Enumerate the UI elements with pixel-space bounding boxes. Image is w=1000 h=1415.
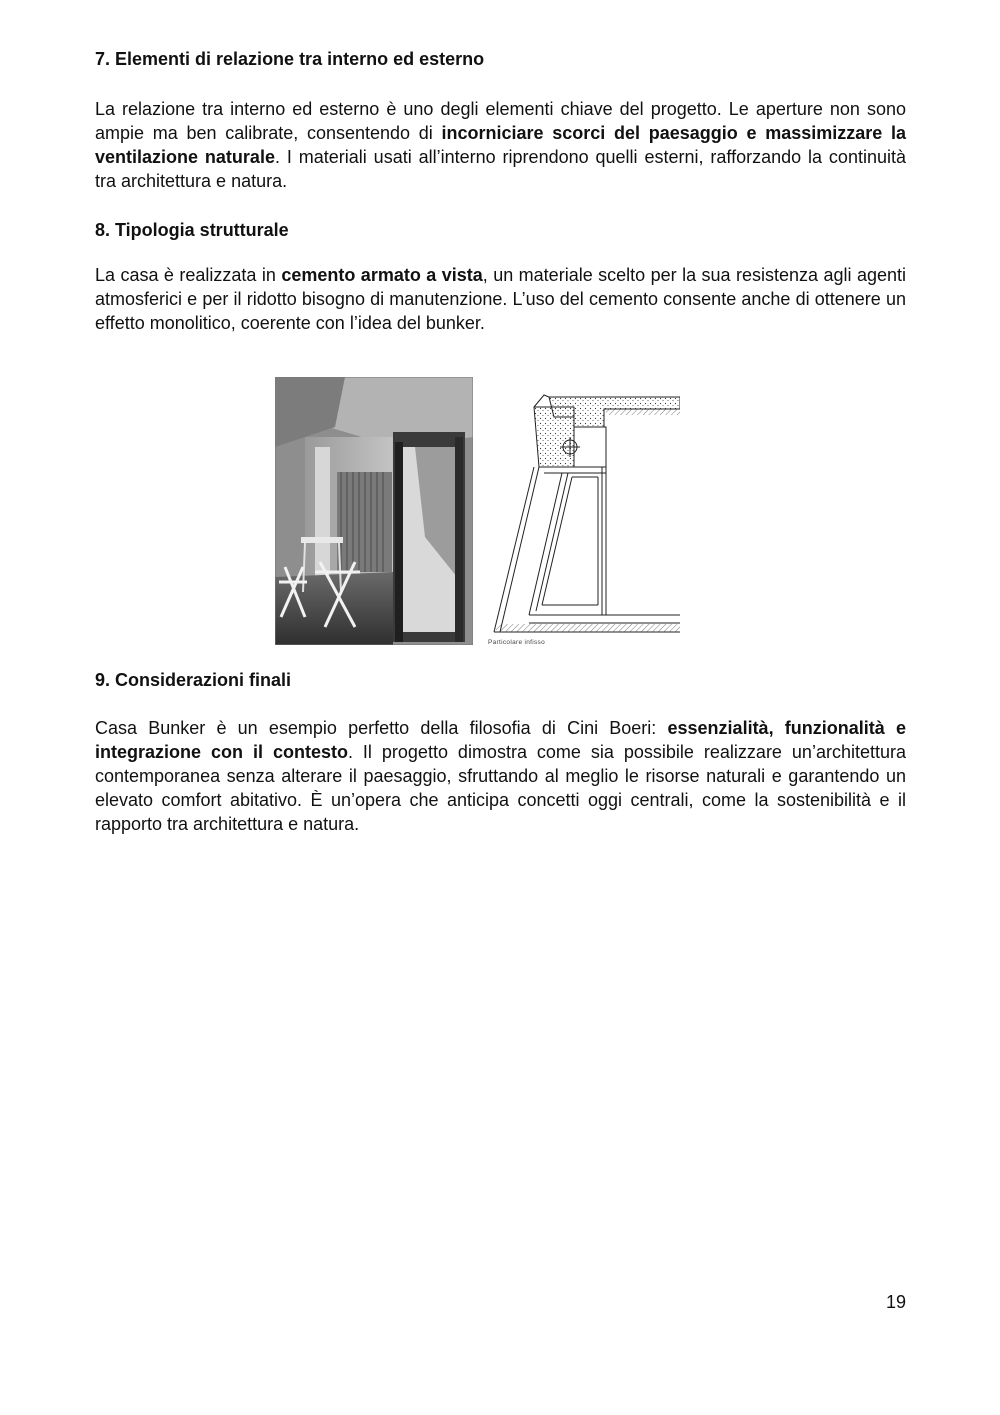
window-detail-drawing (484, 387, 680, 645)
bold-run: cemento armato a vista (281, 265, 483, 285)
main-content (95, 46, 906, 335)
text-run: Casa Bunker è un esempio perfetto della filosofia di Cini Boeri: (95, 718, 668, 738)
text-run: . Il progetto dimostra come sia possibile realizzare un’architettura contemporanea senza alterare il paesaggio, sfruttando al meglio le risorse naturali e garantendo un elevato comfort abitativo. È un’opera che anticipa concetti oggi centrali, come la sostenibilità e il rapporto tra architettura e natura. (95, 742, 906, 834)
section-9-heading: 9. Considerazioni finali (95, 670, 292, 690)
figure-row (275, 377, 680, 647)
text-run: La relazione tra interno ed esterno è uno degli elementi chiave del progetto. Le aperture non sono ampie ma ben calibrate, consentendo di (95, 99, 906, 143)
section-9 (95, 667, 906, 836)
text-run: . I materiali usati all’interno riprendono quelli esterni, rafforzando la continuità tra architettura e natura. (95, 147, 906, 191)
bold-run: essenzialità, funzionalità e integrazione con il contesto (95, 718, 906, 762)
bold-run: incorniciare scorci del paesaggio e massimizzare la ventilazione naturale (95, 123, 906, 167)
text-run: La casa è realizzata in (95, 265, 282, 285)
text-run: , un materiale scelto per la sua resistenza agli agenti atmosferici e per il ridotto bisogno di manutenzione. L’uso del cemento consente anche di ottenere un effetto monolitico, coerente con l’idea del bunker. (95, 265, 906, 333)
section-9-paragraph (95, 716, 906, 836)
section-8-heading: 8. Tipologia strutturale (95, 220, 289, 240)
page-number: 19 (885, 1292, 906, 1312)
figure-caption: Particolare infisso (488, 639, 545, 646)
section-8-paragraph (95, 263, 906, 335)
section-7-heading: 7. Elementi di relazione tra interno ed esterno (95, 49, 485, 69)
interior-photo (275, 377, 473, 645)
section-7-paragraph (95, 97, 906, 193)
